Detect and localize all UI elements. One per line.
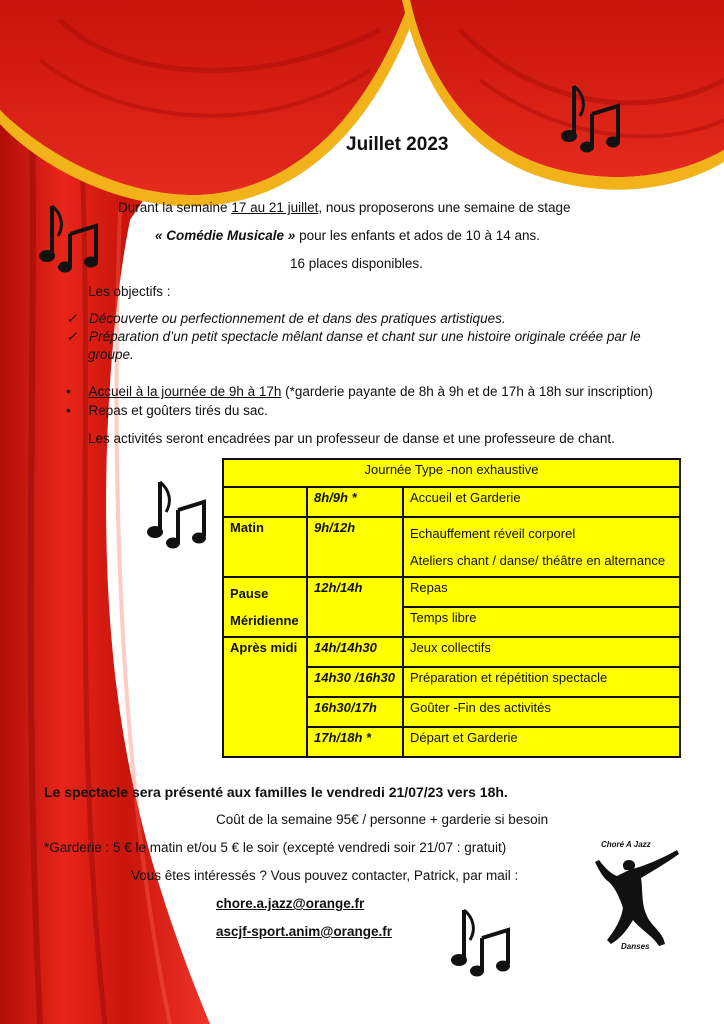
period-cell: Après midi: [223, 637, 307, 757]
logo-bottom-text: Danses: [621, 942, 650, 951]
email-link-1[interactable]: chore.a.jazz@orange.fr: [216, 896, 365, 911]
schedule-table: [222, 458, 681, 758]
music-note-icon: [560, 84, 624, 154]
intro-suffix: , nous proposerons une semaine de stage: [318, 200, 571, 215]
info-item: [66, 403, 268, 419]
info-item: [66, 384, 653, 400]
period-line: Méridienne: [230, 613, 299, 628]
time-cell: 8h/9h *: [307, 487, 403, 517]
time-cell: 14h30 /16h30: [307, 667, 403, 697]
objectives-label: Les objectifs :: [88, 284, 171, 299]
dancer-silhouette-icon: [585, 848, 685, 948]
meals-text: Repas et goûters tirés du sac.: [88, 403, 268, 418]
contact-text: Vous êtes intéressés ? Vous pouvez contacter, Patrick, par mail :: [131, 868, 519, 883]
places-available: 16 places disponibles.: [290, 256, 423, 271]
activity-cell: Repas: [403, 577, 680, 607]
time-cell: 9h/12h: [307, 517, 403, 577]
period-cell: [223, 487, 307, 517]
music-note-icon: [146, 480, 210, 550]
bullet-icon: •: [66, 384, 71, 399]
time-cell: 16h30/17h: [307, 697, 403, 727]
period-cell: [223, 577, 307, 637]
activity-cell: Goûter -Fin des activités: [403, 697, 680, 727]
table-row: [223, 517, 680, 577]
dance-logo: [585, 836, 685, 966]
music-note-icon: [450, 908, 514, 978]
objective-item: [66, 311, 506, 327]
stage-name: « Comédie Musicale »: [155, 228, 296, 243]
logo-top-text: Choré A Jazz: [601, 840, 651, 849]
activity-line: Ateliers chant / danse/ théâtre en alternance: [410, 553, 666, 568]
objective-text: Découverte ou perfectionnement de et dans des pratiques artistiques.: [89, 311, 506, 326]
activity-cell: [403, 517, 680, 577]
time-cell: 12h/14h: [307, 577, 403, 637]
email-link-2[interactable]: ascjf-sport.anim@orange.fr: [216, 924, 392, 939]
objective-text-continued: groupe.: [88, 347, 134, 362]
time-cell: 14h/14h30: [307, 637, 403, 667]
show-announcement: Le spectacle sera présenté aux familles le vendredi 21/07/23 vers 18h.: [44, 784, 508, 800]
objective-text: Préparation d’un petit spectacle mêlant danse et chant sur une histoire originale créée par le: [89, 329, 641, 344]
intro-line-2: [155, 228, 540, 244]
intro-prefix: Durant la semaine: [118, 200, 232, 215]
table-row: [223, 637, 680, 667]
intro-dates: 17 au 21 juillet: [231, 200, 319, 215]
table-row: [223, 459, 680, 487]
page-title: Juillet 2023: [346, 134, 449, 155]
activity-cell: Préparation et répétition spectacle: [403, 667, 680, 697]
activity-cell: Départ et Garderie: [403, 727, 680, 757]
hours-text: Accueil à la journée de 9h à 17h: [88, 384, 282, 399]
activity-cell: Jeux collectifs: [403, 637, 680, 667]
activity-cell: Accueil et Garderie: [403, 487, 680, 517]
table-row: [223, 487, 680, 517]
activity-cell: Temps libre: [403, 607, 680, 637]
table-row: [223, 577, 680, 607]
objective-item: [66, 329, 641, 345]
garderie-hours: (*garderie payante de 8h à 9h et de 17h à 18h sur inscription): [281, 384, 653, 399]
bullet-icon: •: [66, 403, 71, 418]
time-cell: 17h/18h *: [307, 727, 403, 757]
stage-audience: pour les enfants et ados de 10 à 14 ans.: [295, 228, 540, 243]
music-note-icon: [38, 204, 102, 274]
checkmark-icon: ✓: [66, 329, 78, 344]
supervision-text: Les activités seront encadrées par un professeur de danse et une professeure de chant.: [88, 431, 615, 446]
schedule-caption: Journée Type -non exhaustive: [223, 459, 680, 487]
period-line: Pause: [230, 586, 269, 601]
garderie-cost-text: *Garderie : 5 € le matin et/ou 5 € le soir (excepté vendredi soir 21/07 : gratuit): [44, 840, 507, 855]
activity-line: Echauffement réveil corporel: [410, 526, 576, 541]
cost-text: Coût de la semaine 95€ / personne + garderie si besoin: [216, 812, 549, 827]
period-cell: Matin: [223, 517, 307, 577]
intro-line-1: [118, 200, 571, 216]
checkmark-icon: ✓: [66, 311, 78, 326]
